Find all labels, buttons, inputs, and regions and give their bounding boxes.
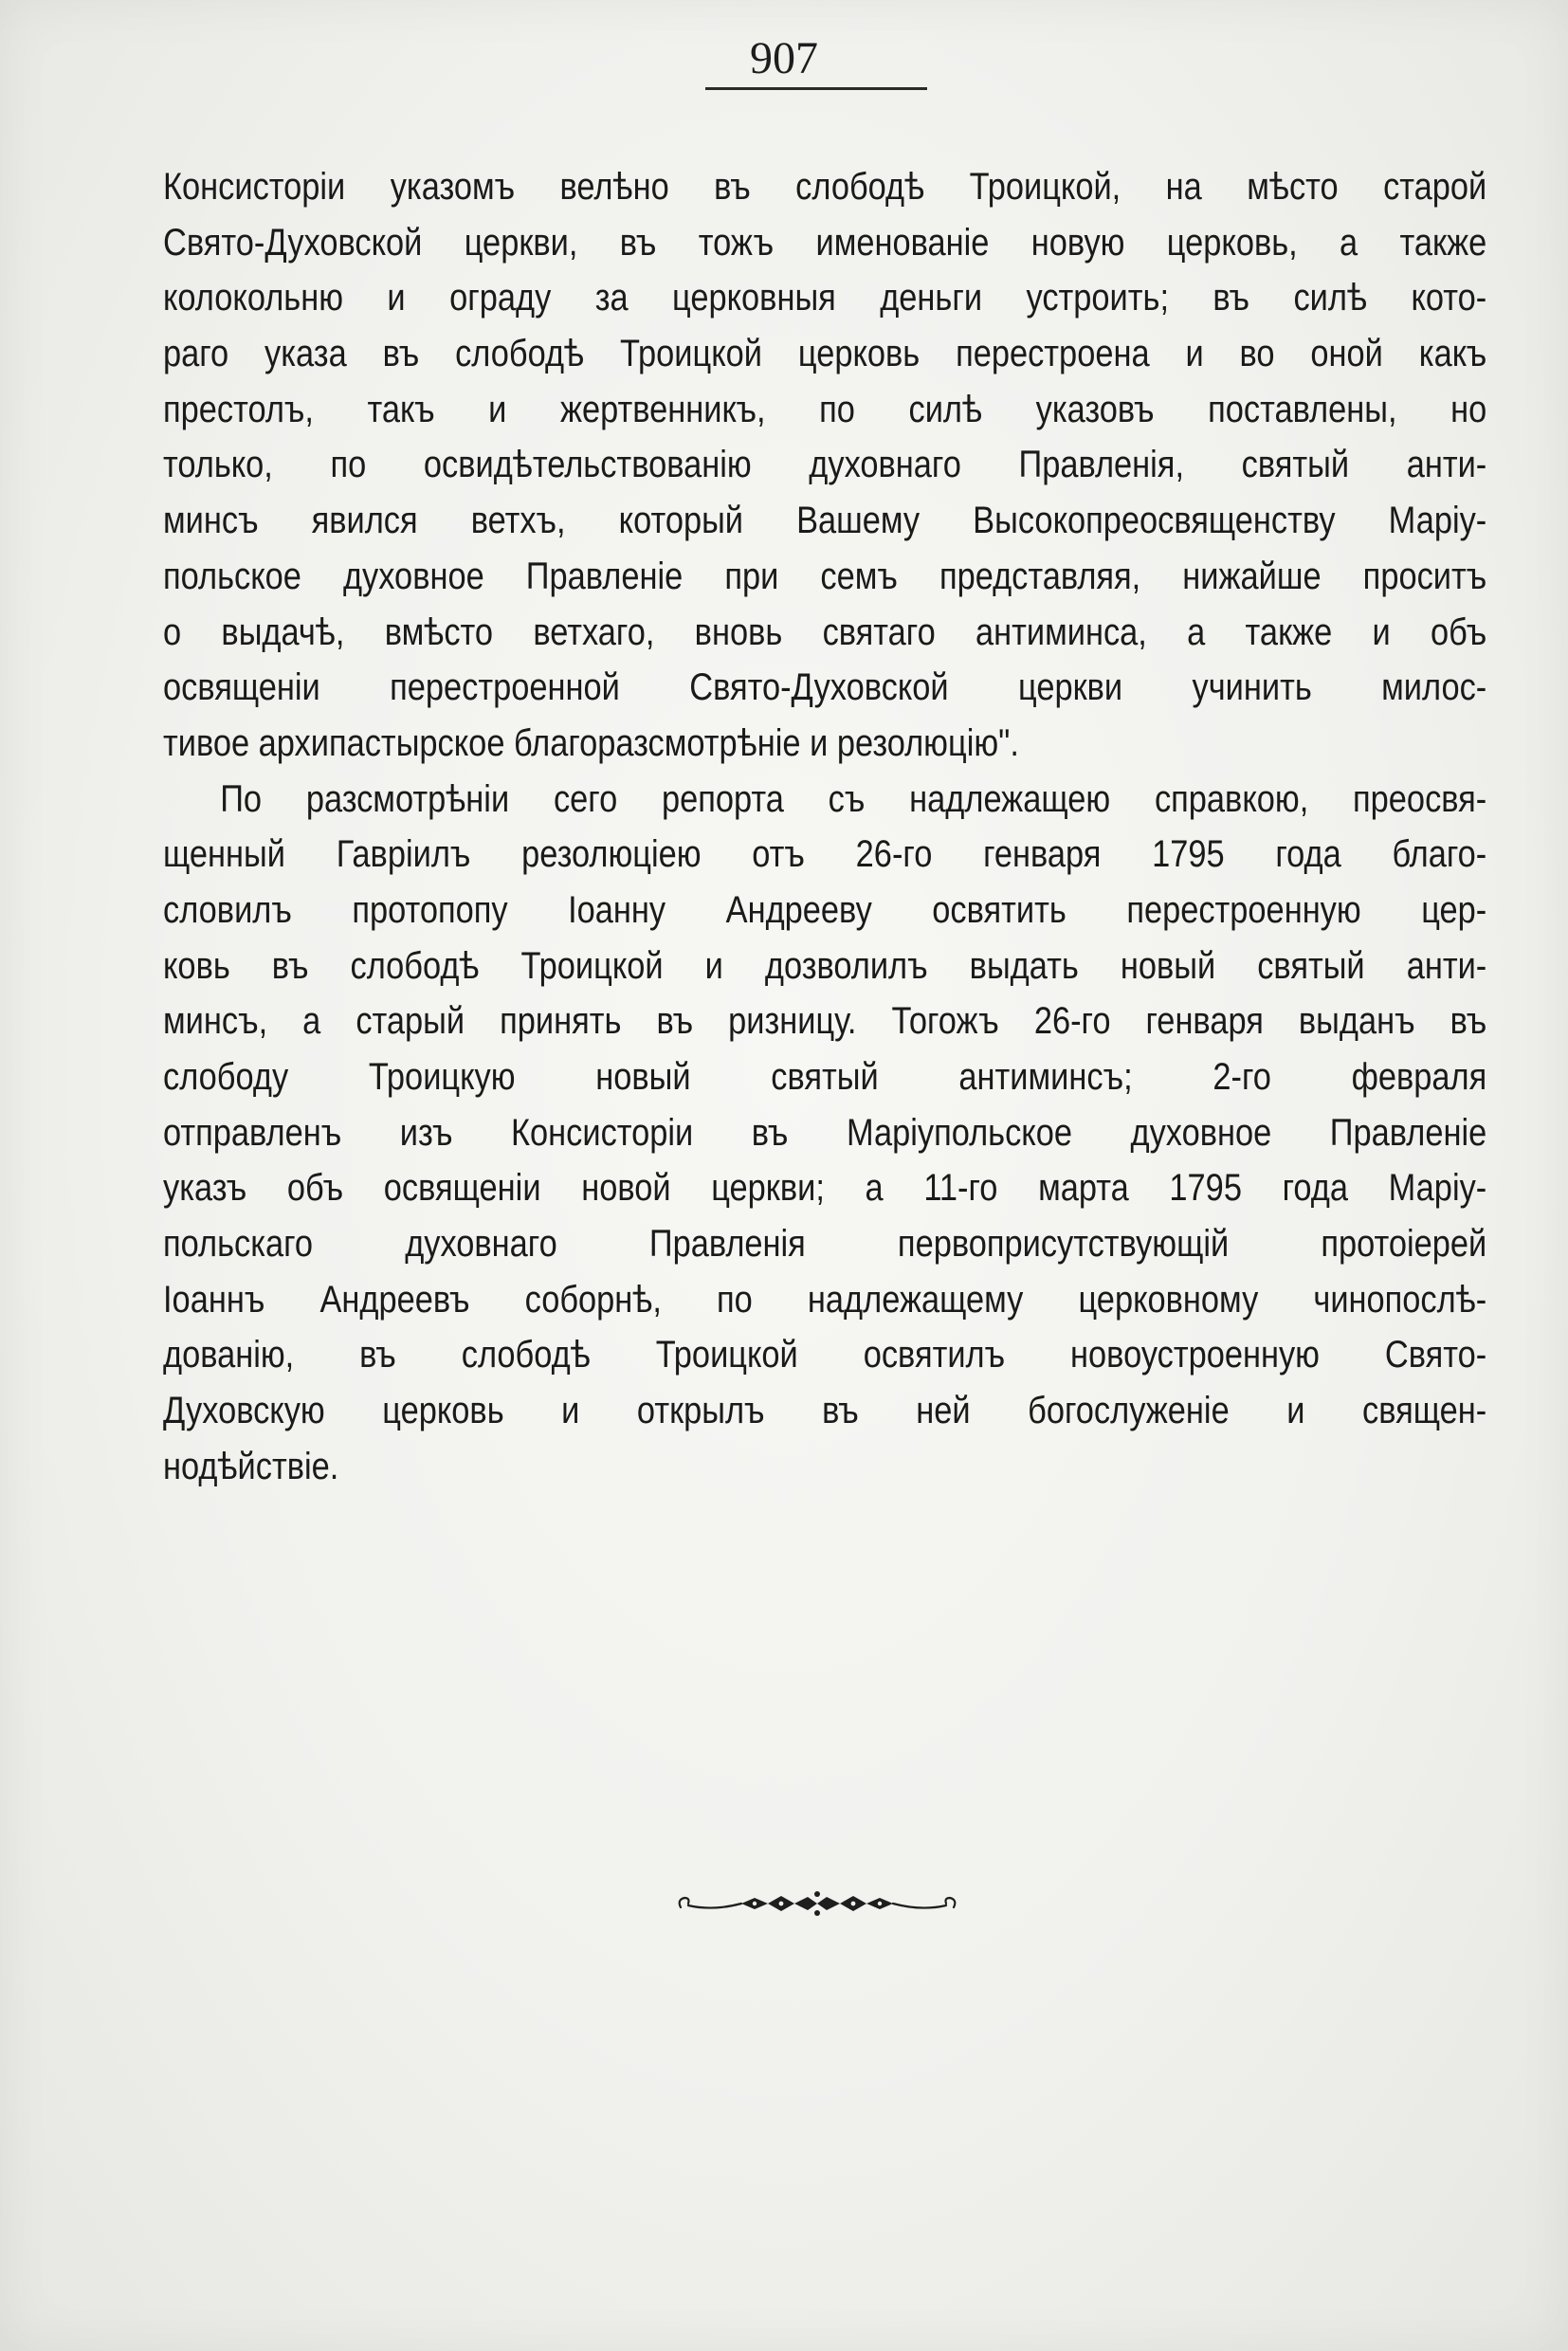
text-line: щенный Гавріилъ резолюціею отъ 26-го генваря 1795 года благо- bbox=[163, 833, 1487, 876]
text-line: освященіи перестроенной Свято-Духовской церкви учинить милос- bbox=[163, 666, 1487, 709]
text-line: дованію, въ слободѣ Троицкой освятилъ новоустроенную Свято- bbox=[163, 1334, 1487, 1376]
text-line: указъ объ освященіи новой церкви; а 11-го марта 1795 года Маріу- bbox=[163, 1167, 1487, 1210]
text-line: Консисторіи указомъ велѣно въ слободѣ Троицкой, на мѣсто старой bbox=[163, 166, 1487, 208]
text-line: Духовскую церковь и открылъ въ ней богослуженіе и священ- bbox=[163, 1390, 1487, 1432]
text-line: польскаго духовнаго Правленія первоприсутствующій протоіерей bbox=[163, 1223, 1487, 1266]
text-line: минсъ, а старый принять въ ризницу. Тогожъ 26-го генваря выданъ въ bbox=[163, 1000, 1487, 1043]
text-line: По разсмотрѣніи сего репорта съ надлежащею справкою, преосвя- bbox=[220, 777, 1487, 820]
page-number: 907 bbox=[750, 33, 818, 83]
text-line: раго указа въ слободѣ Троицкой церковь перестроена и во оной какъ bbox=[163, 333, 1487, 375]
text-line: ковь въ слободѣ Троицкой и дозволилъ выдать новый святый анти- bbox=[163, 944, 1487, 987]
text-line: колокольню и ограду за церковныя деньги устроить; въ силѣ кото- bbox=[163, 277, 1487, 319]
paragraph-2 bbox=[163, 772, 1486, 1495]
text-line: словилъ протопопу Іоанну Андрееву освятить перестроенную цер- bbox=[163, 888, 1487, 931]
text-line: Іоаннъ Андреевъ соборнѣ, по надлежащему церковному чинопослѣ- bbox=[163, 1278, 1487, 1321]
text-line: только, по освидѣтельствованію духовнаго Правленія, святый анти- bbox=[163, 444, 1487, 486]
text-line: отправленъ изъ Консисторіи въ Маріупольское духовное Правленіе bbox=[163, 1111, 1487, 1154]
text-line: слободу Троицкую новый святый антиминсъ; 2-го февраля bbox=[163, 1056, 1487, 1098]
text-line: Свято-Духовской церкви, въ тожъ именованіе новую церковь, а также bbox=[163, 221, 1487, 264]
page-number-underline bbox=[705, 87, 927, 90]
paragraph-1 bbox=[163, 159, 1486, 772]
text-line: тивое архипастырское благоразсмотрѣніе и резолюцію". bbox=[163, 721, 1019, 764]
text-line: минсъ явился ветхъ, который Вашему Высокопреосвященству Маріу- bbox=[163, 500, 1487, 542]
text-line: о выдачѣ, вмѣсто ветхаго, вновь святаго антиминса, а также и объ bbox=[163, 611, 1487, 653]
text-line: престолъ, такъ и жертвенникъ, по силѣ указовъ поставлены, но bbox=[163, 388, 1487, 430]
body-text bbox=[163, 159, 1486, 1495]
text-line: нодѣйствіе. bbox=[163, 1445, 339, 1487]
ornament-divider-icon bbox=[675, 1886, 959, 1921]
text-line: польское духовное Правленіе при семъ представляя, нижайше проситъ bbox=[163, 555, 1487, 597]
